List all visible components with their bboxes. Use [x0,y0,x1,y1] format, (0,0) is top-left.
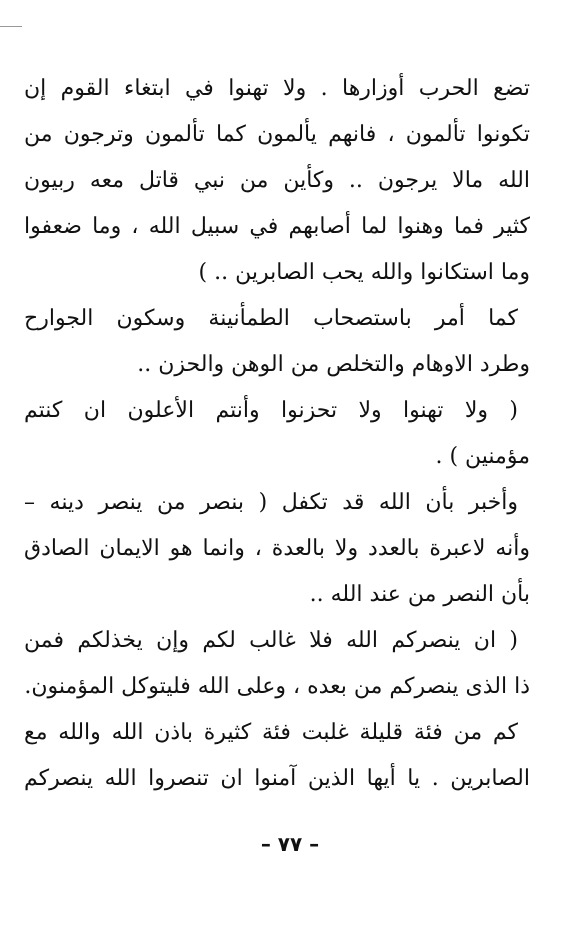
text-line-11: وأنه لاعبرة بالعدد ولا بالعدة ، وانما هو الايمان الصادق [24,536,530,561]
page-body [24,66,530,802]
text-line-8: ( ولا تهنوا ولا تحزنوا وأنتم الأعلون ان كنتم [24,398,518,423]
text-line-16: الصابرين . يا أيها الذين آمنوا ان تنصروا الله ينصركم [24,766,530,791]
text-line-1: تضع الحرب أوزارها . ولا تهنوا في ابتغاء القوم إن [24,76,530,101]
text-line-3: الله مالا يرجون .. وكأين من نبي قاتل معه ربيون [24,168,530,193]
text-line-15: كم من فئة قليلة غلبت فئة كثيرة باذن الله والله مع [24,720,518,745]
text-line-6: كما أمر باستصحاب الطمأنينة وسكون الجوارح [24,306,518,331]
scan-edge-mark [0,26,22,27]
text-line-9: مؤمنين ) . [435,444,530,469]
text-line-13: ( ان ينصركم الله فلا غالب لكم وإن يخذلكم فمن [24,628,518,653]
text-line-5: وما استكانوا والله يحب الصابرين .. ) [198,260,530,285]
text-line-4: كثير فما وهنوا لما أصابهم في سبيل الله ، وما ضعفوا [24,214,530,239]
text-line-14: ذا الذى ينصركم من بعده ، وعلى الله فليتوكل المؤمنون. [24,674,530,699]
text-line-2: تكونوا تألمون ، فانهم يألمون كما تألمون وترجون من [24,122,530,147]
text-line-10: وأخبر بأن الله قد تكفل ( بنصر من ينصر دينه – [24,490,518,515]
text-line-12: بأن النصر من عند الله .. [309,582,530,607]
page-number: – ٧٧ – [260,832,320,856]
text-line-7: وطرد الاوهام والتخلص من الوهن والحزن .. [137,352,530,377]
